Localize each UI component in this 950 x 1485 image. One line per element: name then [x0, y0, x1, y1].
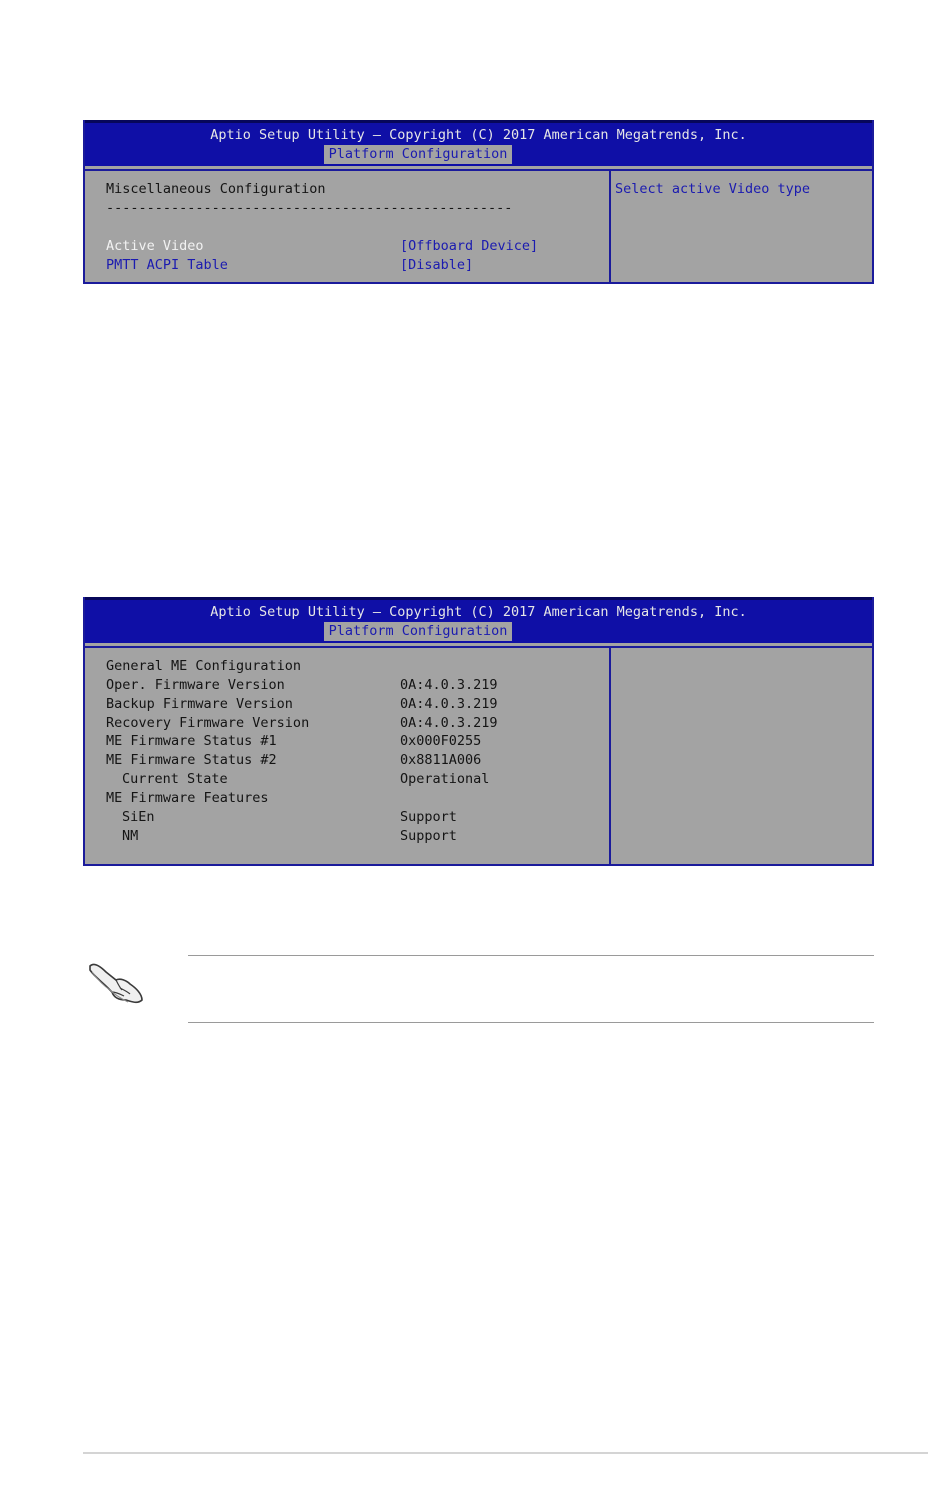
row-label: Oper. Firmware Version [106, 677, 285, 693]
main-panel [85, 648, 611, 864]
bios-title: Aptio Setup Utility – Copyright (C) 2017 American Megatrends, Inc. [210, 127, 747, 143]
row-label: SiEn [122, 809, 155, 825]
tab-platform-configuration[interactable]: Platform Configuration [324, 622, 512, 641]
item-value[interactable]: [Offboard Device] [400, 238, 539, 254]
row-value: Support [400, 809, 457, 825]
item-label: PMTT ACPI Table [106, 257, 228, 273]
info-row-sien [106, 809, 457, 825]
row-value: 0A:4.0.3.219 [400, 715, 498, 731]
bios-title: Aptio Setup Utility – Copyright (C) 2017 American Megatrends, Inc. [210, 604, 747, 620]
info-row-status-1 [106, 733, 481, 749]
row-value: 0A:4.0.3.219 [400, 696, 498, 712]
section-title: Miscellaneous Configuration [106, 181, 326, 197]
item-value[interactable]: [Disable] [400, 257, 474, 273]
row-value: 0x8811A006 [400, 752, 482, 768]
bios-header [85, 597, 872, 643]
bios-screen-misc-config [83, 120, 874, 284]
item-label: Active Video [106, 238, 204, 254]
bios-screen-me-config [83, 597, 874, 866]
row-label: Current State [122, 771, 228, 787]
row-value: Operational [400, 771, 490, 787]
info-row-nm [106, 828, 457, 844]
row-label: ME Firmware Status #2 [106, 752, 277, 768]
help-text: Select active Video type [615, 181, 811, 197]
info-row-general-me [106, 658, 400, 674]
main-panel [85, 171, 611, 282]
row-label: General ME Configuration [106, 658, 302, 674]
info-row-fw-features [106, 790, 400, 806]
bios-header [85, 120, 872, 166]
info-row-current-state [106, 771, 489, 787]
info-row-status-2 [106, 752, 481, 768]
menu-item-active-video[interactable] [106, 238, 538, 254]
row-value: 0A:4.0.3.219 [400, 677, 498, 693]
row-value: Support [400, 828, 457, 844]
note-box [188, 955, 874, 1023]
info-row-backup-fw [106, 696, 498, 712]
row-label: Recovery Firmware Version [106, 715, 310, 731]
row-label: NM [122, 828, 139, 844]
help-panel [611, 171, 872, 282]
info-row-recovery-fw [106, 715, 498, 731]
tab-platform-configuration[interactable]: Platform Configuration [324, 145, 512, 164]
row-label: Backup Firmware Version [106, 696, 293, 712]
row-label: ME Firmware Status #1 [106, 733, 277, 749]
separator-line: -------------------------------------------------- [106, 200, 513, 216]
info-row-oper-fw [106, 677, 498, 693]
menu-item-pmtt-acpi-table[interactable] [106, 257, 473, 273]
row-value: 0x000F0255 [400, 733, 482, 749]
help-panel [611, 648, 872, 864]
footer-rule [83, 1452, 928, 1454]
row-label: ME Firmware Features [106, 790, 269, 806]
pointing-hand-icon [86, 958, 146, 1008]
